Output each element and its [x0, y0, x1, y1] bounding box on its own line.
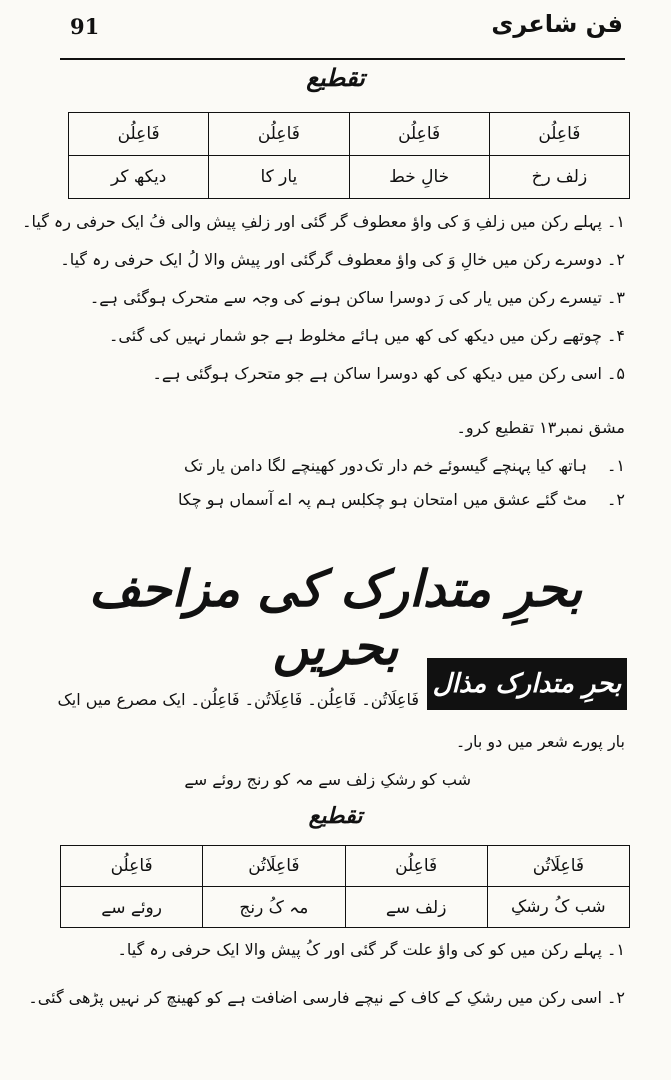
couplet-first-line: مٹ گئے عشق میں امتحان ہو چکا — [361, 490, 587, 509]
note-item: ۲۔ دوسرے رکن میں خالِ وَ کی واؤ معطوف گرگئی اور پیش والا لُ ایک حرفی رہ گیا۔ — [60, 250, 625, 269]
meter-intro-line: بار پورے شعر میں دو بار۔ — [455, 732, 625, 751]
page-number: 91 — [70, 14, 100, 39]
table-cell: فَاعِلُن — [349, 113, 489, 156]
table-cell: فَاعِلَاتُن — [203, 846, 345, 887]
note-item: ۳۔ تیسرے رکن میں یار کی رَ دوسرا ساکن ہونے کی وجہ سے متحرک ہوگئی ہے۔ — [89, 288, 625, 307]
table-row-feet — [69, 113, 630, 156]
taqti-heading-1: تقطیع — [306, 64, 365, 92]
meter-title-box: بحرِ متدارک مذال — [427, 658, 627, 710]
couplet-number: ۱۔ — [607, 456, 625, 475]
taqti-heading-2: تقطیع — [308, 804, 363, 829]
table-row-words — [61, 887, 630, 928]
book-title: فن شاعری — [491, 10, 623, 38]
taqti-table-1 — [68, 112, 630, 199]
table-cell: دیکھ کر — [69, 156, 209, 199]
table-cell: فَاعِلُن — [209, 113, 349, 156]
couplet-second-line: دور کھینچے لگا دامن یار تک — [184, 456, 364, 475]
couplet-number: ۲۔ — [607, 490, 625, 509]
note-item: ۵۔ اسی رکن میں دیکھ کی کھ دوسرا ساکن ہے جو متحرک ہوگئی ہے۔ — [152, 364, 625, 383]
note-item: ۲۔ اسی رکن میں رشکِ کے کاف کے نیچے فارسی اضافت ہے کو کھینچ کر نہیں پڑھی گئی۔ — [28, 988, 625, 1007]
meter-intro-line: فَاعِلَاتُن۔ فَاعِلُن۔ فَاعِلَاتُن۔ فَاعِلُن۔ ایک مصرع میں ایک — [57, 690, 419, 709]
note-item: ۱۔ پہلے رکن میں زلفِ وَ کی واؤ معطوف گر گئی اور زلفِ پیش والی فُ ایک حرفی رہ گیا۔ — [22, 212, 625, 231]
table-cell: زلف رخ — [489, 156, 629, 199]
table-cell: فَاعِلُن — [61, 846, 203, 887]
couplet-first-line: ہاتھ کیا پہنچے گیسوئے خم دار تک — [364, 456, 587, 475]
table-cell: مہ کُ رنج — [203, 887, 345, 928]
table-cell: فَاعِلَاتُن — [487, 846, 629, 887]
table-cell: فَاعِلُن — [489, 113, 629, 156]
note-item: ۴۔ چوتھے رکن میں دیکھ کی کھ میں ہائے مخلوط ہے جو شمار نہیں کی گئی۔ — [109, 326, 625, 345]
table-cell: خالِ خط — [349, 156, 489, 199]
table-cell: فَاعِلُن — [345, 846, 487, 887]
table-cell: یار کا — [209, 156, 349, 199]
table-row-feet — [61, 846, 630, 887]
exercise-title: مشق نمبر۱۳ تقطیع کرو۔ — [456, 418, 625, 437]
section-title: بحرِ متدارک کی مزاحف بحریں — [88, 560, 583, 676]
note-item: ۱۔ پہلے رکن میں کو کی واؤ علت گر گئی اور کُ پیش والا ایک حرفی رہ گیا۔ — [117, 940, 625, 959]
example-verse: شب کو رشکِ زلف سے مہ کو رنج روئے سے — [184, 770, 471, 789]
table-cell: شب کُ رشکِ — [487, 887, 629, 928]
table-cell: فَاعِلُن — [69, 113, 209, 156]
table-row-words — [69, 156, 630, 199]
couplet-second-line: بس ہم پہ اے آسماں ہو چکا — [178, 490, 367, 509]
table-cell: زلف سے — [345, 887, 487, 928]
taqti-table-2 — [60, 845, 630, 928]
table-cell: روئے سے — [61, 887, 203, 928]
header-rule — [60, 58, 625, 60]
